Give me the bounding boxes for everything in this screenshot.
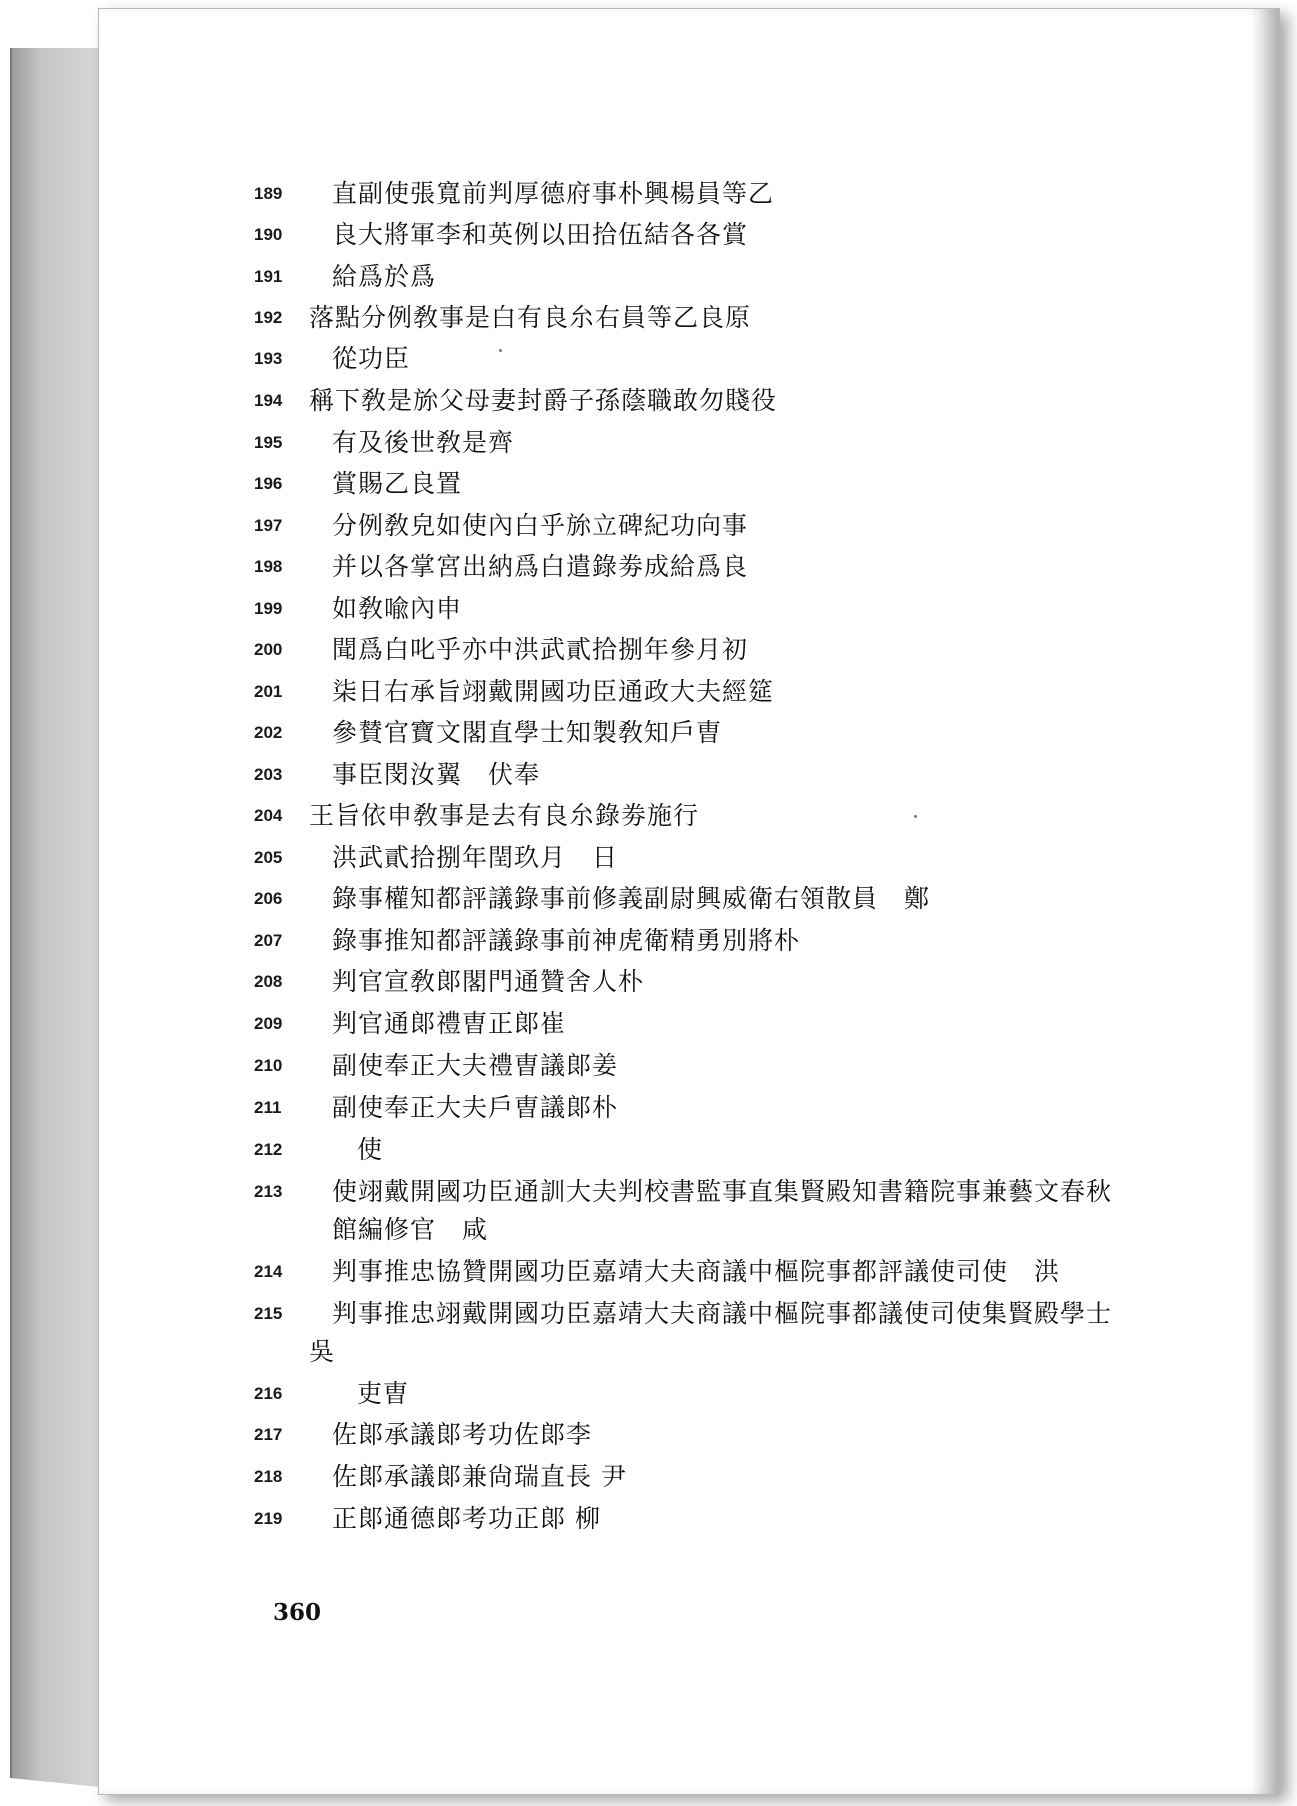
text-line — [99, 339, 1279, 379]
line-number: 208 — [254, 972, 283, 991]
line-text: 良大將軍李和英例以田拾伍結各各賞 — [332, 220, 749, 249]
line-text: 如敎喩內申 — [332, 594, 463, 623]
text-line — [99, 1210, 1279, 1250]
text-line — [99, 547, 1279, 587]
text-line — [99, 506, 1279, 546]
line-text: 副使奉正大夫禮曺議郞姜 — [332, 1051, 619, 1080]
text-line — [99, 464, 1279, 504]
book-page — [98, 8, 1280, 1795]
line-number: 209 — [254, 1014, 283, 1033]
spine-edge — [10, 48, 12, 1778]
line-number: 215 — [254, 1304, 283, 1323]
line-number: 193 — [254, 349, 283, 368]
line-number: 211 — [254, 1098, 282, 1117]
line-number: 219 — [254, 1509, 283, 1528]
text-line — [99, 630, 1279, 670]
line-text: 錄事權知都評議錄事前修義副尉興威衛右領散員 鄭 — [332, 884, 931, 913]
line-text: 賞賜乙良置 — [332, 469, 463, 498]
text-line — [99, 713, 1279, 753]
line-text: 從功臣 — [332, 344, 411, 373]
line-number: 207 — [254, 931, 283, 950]
text-line — [99, 1004, 1279, 1044]
line-text: 洪武貳拾捌年閏玖月 日 — [332, 843, 619, 872]
line-number: 191 — [254, 267, 283, 286]
line-text: 判官通郞禮曺正郞崔 — [332, 1009, 567, 1038]
text-line — [99, 1499, 1279, 1539]
line-text: 佐郞承議郞兼尙瑞直長 尹 — [332, 1462, 627, 1491]
line-text: 副使奉正大夫戶曺議郞朴 — [332, 1093, 619, 1122]
line-number: 206 — [254, 889, 283, 908]
text-line — [99, 1457, 1279, 1497]
line-text: 直副使張寬前判厚德府事朴興楊員等乙 — [332, 179, 775, 208]
line-number: 214 — [254, 1262, 283, 1281]
text-line — [99, 1046, 1279, 1086]
line-number: 210 — [254, 1056, 283, 1075]
line-number: 190 — [254, 225, 283, 244]
text-line — [99, 796, 1279, 836]
text-line — [99, 589, 1279, 629]
text-line — [99, 1088, 1279, 1128]
line-text: 使翊戴開國功臣通訓大夫判校書監事直集賢殿知書籍院事兼藝文春秋 — [332, 1177, 1113, 1206]
line-text: 柒日右承旨翊戴開國功臣通政大夫經筵 — [332, 677, 775, 706]
text-line — [99, 962, 1279, 1002]
line-number: 217 — [254, 1425, 283, 1444]
line-number: 198 — [254, 557, 283, 576]
line-number: 192 — [254, 308, 283, 327]
text-line — [99, 1130, 1279, 1170]
text-line — [99, 1294, 1279, 1334]
text-line — [99, 298, 1279, 338]
line-text: 錄事推知都評議錄事前神虎衛精勇別將朴 — [332, 926, 801, 955]
text-line — [99, 257, 1279, 297]
line-text: 佐郞承議郞考功佐郞李 — [332, 1420, 593, 1449]
line-number: 203 — [254, 765, 283, 784]
text-line — [99, 838, 1279, 878]
line-text: 并以各掌宮出納爲白遣錄劵成給爲良 — [332, 552, 749, 581]
line-text: 正郞通德郞考功正郞 柳 — [332, 1504, 601, 1533]
line-text: 使 — [357, 1135, 384, 1164]
line-number: 196 — [254, 474, 283, 493]
line-number: 199 — [254, 599, 283, 618]
text-line — [99, 755, 1279, 795]
line-text: 有及後世敎是齊 — [332, 428, 515, 457]
text-line — [99, 174, 1279, 214]
page-number: 360 — [273, 1599, 322, 1626]
text-line — [99, 1172, 1279, 1212]
line-text: 吳 — [309, 1337, 336, 1366]
line-text: 參賛官寶文閣直學士知製敎知戶曺 — [332, 718, 723, 747]
line-text: 分例敎皃如使內白乎旀立碑紀功向事 — [332, 511, 749, 540]
line-text: 判官宣敎郞閣門通贊舍人朴 — [332, 967, 645, 996]
line-number: 201 — [254, 682, 283, 701]
line-number: 202 — [254, 723, 283, 742]
book-spine — [10, 48, 110, 1788]
line-number: 205 — [254, 848, 283, 867]
line-number: 204 — [254, 806, 283, 825]
line-number: 213 — [254, 1182, 283, 1201]
line-number: 189 — [254, 184, 283, 203]
text-line — [99, 1252, 1279, 1292]
line-number: 212 — [254, 1140, 283, 1159]
line-text: 給爲於爲 — [332, 262, 437, 291]
text-line — [99, 1415, 1279, 1455]
line-text: 落點分例敎事是白有良厼右員等乙良原 — [309, 303, 752, 332]
text-line — [99, 672, 1279, 712]
line-number: 200 — [254, 640, 283, 659]
line-text: 館編修官 咸 — [332, 1215, 489, 1244]
line-number: 218 — [254, 1467, 283, 1486]
line-number: 194 — [254, 391, 283, 410]
text-line — [99, 879, 1279, 919]
line-number: 195 — [254, 433, 283, 452]
line-number: 216 — [254, 1384, 283, 1403]
text-line — [99, 423, 1279, 463]
line-text: 判事推忠協贊開國功臣嘉靖大夫商議中樞院事都評議使司使 洪 — [332, 1257, 1061, 1286]
line-number: 197 — [254, 516, 283, 535]
line-text: 聞爲白叱乎亦中洪武貳拾捌年參月初 — [332, 635, 749, 664]
text-line — [99, 1374, 1279, 1414]
text-line — [99, 1332, 1279, 1372]
scan-speck — [499, 349, 502, 352]
text-line — [99, 215, 1279, 255]
line-text: 吏曺 — [357, 1379, 410, 1408]
text-line — [99, 381, 1279, 421]
line-text: 事臣閔汝翼 伏奉 — [332, 760, 541, 789]
line-text: 判事推忠翊戴開國功臣嘉靖大夫商議中樞院事都議使司使集賢殿學士 — [332, 1299, 1113, 1328]
line-text: 王旨依申敎事是去有良厼錄劵施行 — [309, 801, 700, 830]
scan-speck — [914, 815, 917, 818]
line-text: 稱下敎是旀父母妻封爵子孫蔭職敢勿賤役 — [309, 386, 778, 415]
text-line — [99, 921, 1279, 961]
